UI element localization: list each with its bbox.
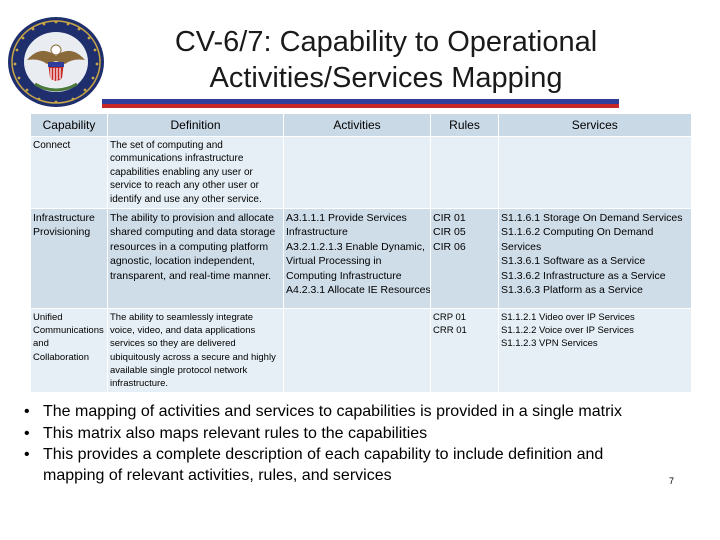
rules-cell [431, 309, 499, 393]
rules-cell [431, 209, 499, 309]
cell-line: CRR 01 [433, 325, 467, 337]
definition-cell [108, 309, 284, 393]
cell-line: communications infrastructure [110, 153, 244, 165]
cell-line: identify and use any other service. [110, 193, 262, 205]
cell-line: Communications [33, 325, 104, 337]
list-item [22, 424, 662, 445]
header-services: Services [499, 114, 691, 137]
cell-line: Connect [33, 140, 71, 151]
bullet-text: This matrix also maps relevant rules to the capabilities [43, 424, 428, 442]
capability-cell [31, 309, 108, 393]
cell-line: CIR 01 [433, 212, 466, 225]
activities-cell [284, 137, 431, 209]
capability-mapping-table [30, 114, 691, 392]
header-capability: Capability [31, 114, 108, 137]
cell-line: A3.2.1.2.1.3 Enable Dynamic, [286, 240, 425, 253]
cell-line: infrastructure. [110, 378, 169, 390]
title-underline-red [102, 104, 619, 108]
cell-line: resources in a computing platform [110, 240, 269, 253]
bullet-text: The mapping of activities and services to capabilities is provided in a single matrix [43, 403, 622, 420]
services-cell [499, 309, 691, 393]
cell-line: agnostic, location independent, [110, 255, 255, 268]
cell-line: S1.1.2.3 VPN Services [501, 338, 598, 350]
services-cell [499, 209, 691, 309]
bullet-icon: • [24, 403, 30, 420]
bullet-list [22, 402, 662, 487]
cell-line: Unified [33, 312, 63, 324]
cell-line: Virtual Processing in [286, 255, 382, 268]
cell-line: capabilities enabling any user or [110, 166, 253, 178]
cell-line: S1.3.6.1 Software as a Service [501, 255, 646, 268]
department-of-defense-seal-icon [5, 14, 107, 110]
cell-line: available single protocol network [110, 364, 248, 376]
cell-line: Infrastructure [286, 226, 348, 239]
page-number: 7 [669, 476, 675, 486]
table-header-row [31, 114, 691, 137]
header-rules: Rules [431, 114, 499, 137]
list-item [22, 445, 662, 486]
cell-line: S1.3.6.2 Infrastructure as a Service [501, 269, 666, 282]
cell-line: Computing Infrastructure [286, 269, 402, 282]
cell-line: S1.1.2.2 Voice over IP Services [501, 325, 634, 337]
cell-line: shared computing and data storage [110, 226, 276, 239]
table-row [31, 209, 691, 309]
cell-line: The ability to seamlessly integrate [110, 312, 254, 324]
table-row [31, 309, 691, 393]
cell-line: services so they are delivered [110, 338, 236, 350]
definition-cell [108, 209, 284, 309]
activities-cell [284, 309, 431, 393]
cell-line: and [33, 338, 49, 350]
cell-line: The set of computing and [110, 140, 223, 151]
cell-line: A4.2.3.1 Allocate IE Resources [286, 284, 431, 297]
bullet-text: This provides a complete description of each capability to include definition and mapping of relevant activities, rules, and services [43, 446, 604, 484]
list-item [22, 402, 662, 423]
cell-line: S1.3.6.3 Platform as a Service [501, 284, 643, 297]
cell-line: S1.1.6.2 Computing On Demand [501, 226, 654, 239]
bullet-icon: • [24, 446, 30, 463]
table-row [31, 137, 691, 209]
cell-line: CIR 06 [433, 240, 466, 253]
cell-line: Services [501, 240, 542, 253]
header-activities: Activities [284, 114, 431, 137]
cell-line: service to reach any other user or [110, 180, 259, 192]
cell-line: voice, video, and data applications [110, 325, 256, 337]
services-cell [499, 137, 691, 209]
header-definition: Definition [108, 114, 284, 137]
cell-line: ubiquitously across a secure and highly [110, 351, 276, 363]
cell-line: CIR 05 [433, 226, 466, 239]
cell-line: CRP 01 [433, 312, 467, 324]
activities-cell [284, 209, 431, 309]
bullet-icon: • [24, 424, 30, 442]
cell-line: Provisioning [33, 226, 91, 239]
definition-cell [108, 137, 284, 209]
cell-line: A3.1.1.1 Provide Services [286, 212, 407, 225]
capability-cell [31, 209, 108, 309]
cell-line: S1.1.6.1 Storage On Demand Services [501, 212, 683, 225]
capability-cell [31, 137, 108, 209]
cell-line: The ability to provision and allocate [110, 212, 275, 225]
cell-line: transparent, and real-time manner. [110, 269, 272, 282]
cell-line: S1.1.2.1 Video over IP Services [501, 312, 635, 324]
rules-cell [431, 137, 499, 209]
cell-line: Collaboration [33, 351, 89, 363]
cell-line: Infrastructure [33, 212, 95, 225]
page-title: CV-6/7: Capability to Operational Activities/Services Mapping [174, 26, 598, 94]
